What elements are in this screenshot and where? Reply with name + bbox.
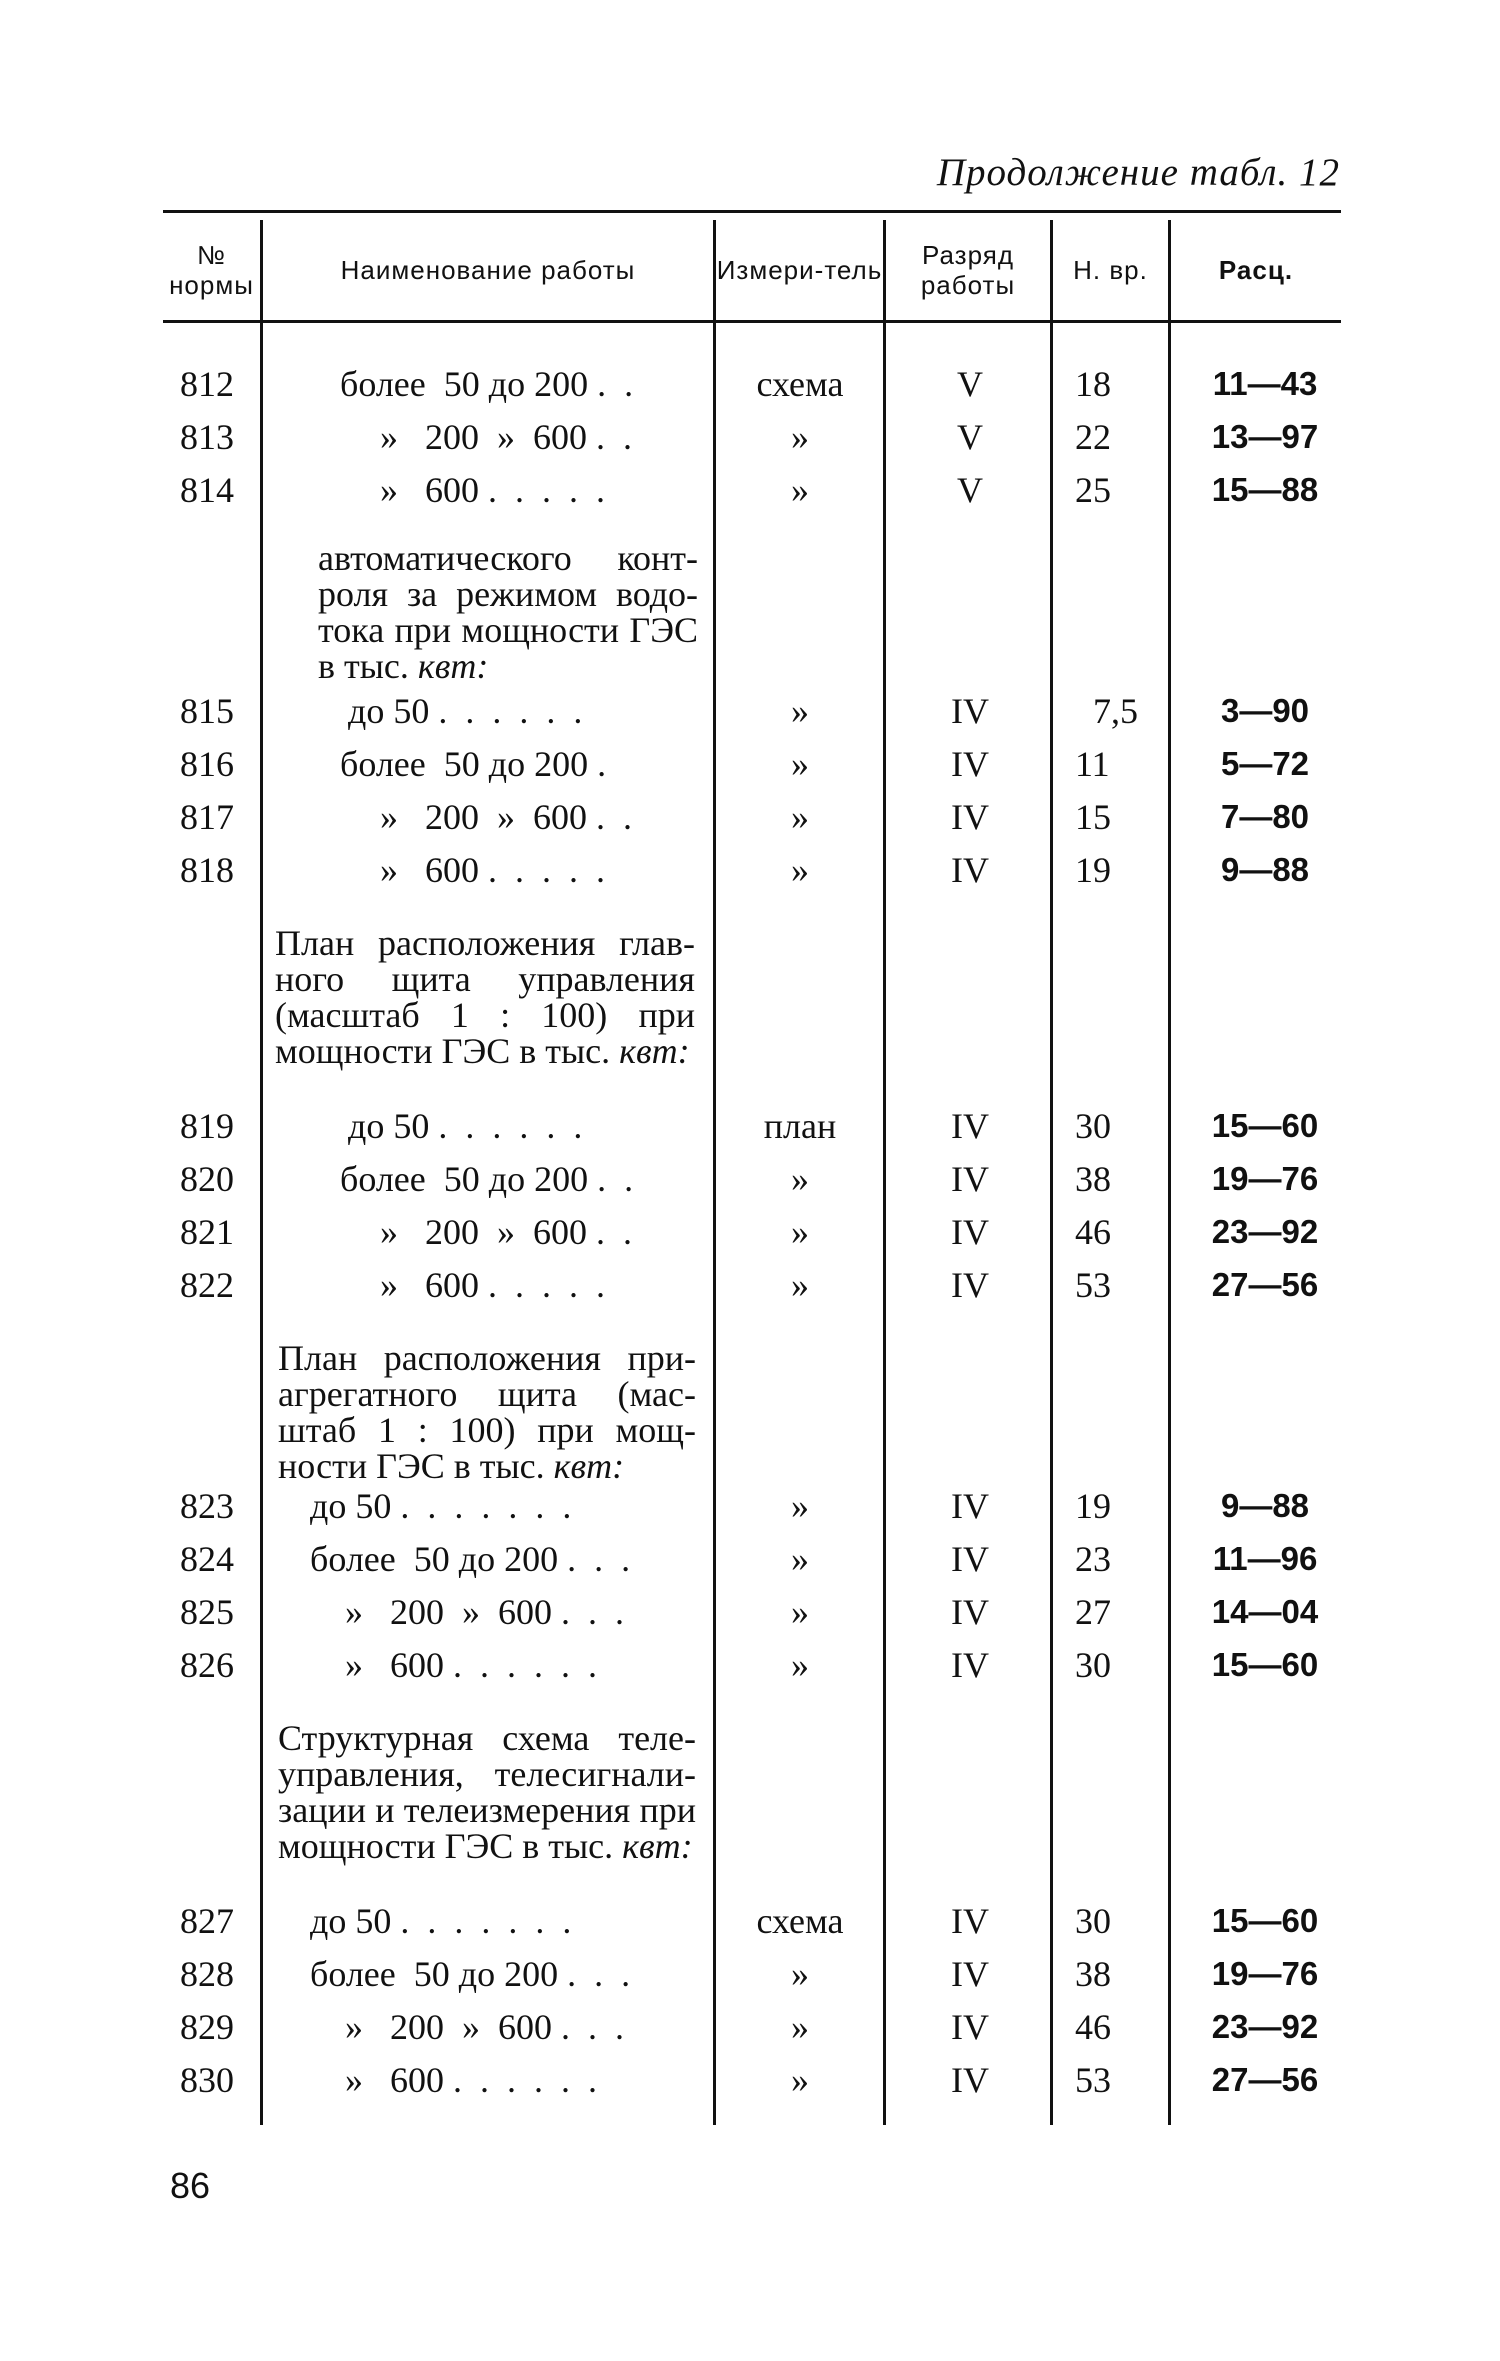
work-name: » 600 . . . . . bbox=[380, 470, 605, 510]
header-rate: Расц. bbox=[1218, 255, 1294, 285]
unit: » bbox=[791, 1954, 809, 1994]
rate: 3—90 bbox=[1220, 692, 1310, 729]
work-name: » 200 » 600 . . . bbox=[345, 2007, 624, 2047]
unit: схема bbox=[756, 1901, 844, 1941]
table-row bbox=[0, 2001, 1500, 2053]
table-row bbox=[0, 1480, 1500, 1532]
rate: 15—60 bbox=[1211, 1902, 1319, 1939]
work-name: до 50 . . . . . . . bbox=[310, 1486, 572, 1526]
group-heading bbox=[275, 925, 695, 1069]
norm-number: 825 bbox=[180, 1592, 234, 1632]
unit: схема bbox=[756, 364, 844, 404]
grade: IV bbox=[951, 1592, 989, 1632]
header-name: Наименование работы bbox=[340, 255, 636, 285]
norm-number: 823 bbox=[180, 1486, 234, 1526]
work-name: более 50 до 200 . . bbox=[340, 1159, 634, 1199]
unit: план bbox=[763, 1106, 837, 1146]
group-heading-unit: квт: bbox=[553, 1446, 625, 1486]
group-heading-text: План расположения при-агрегатного щита (мас-штаб 1 : 100) при мощ-ности ГЭС в тыс. bbox=[278, 1338, 696, 1486]
unit: » bbox=[791, 1645, 809, 1685]
work-name: до 50 . . . . . . bbox=[348, 1106, 583, 1146]
time-norm: 15 bbox=[1075, 797, 1111, 837]
table-header-rule bbox=[163, 320, 1341, 323]
grade: IV bbox=[951, 1159, 989, 1199]
rate: 19—76 bbox=[1211, 1160, 1319, 1197]
unit: » bbox=[791, 1265, 809, 1305]
norm-number: 818 bbox=[180, 850, 234, 890]
work-name: » 600 . . . . . . bbox=[345, 1645, 597, 1685]
norm-number: 829 bbox=[180, 2007, 234, 2047]
group-heading-unit: квт: bbox=[619, 1031, 690, 1071]
time-norm: 46 bbox=[1075, 2007, 1111, 2047]
table-row bbox=[0, 1533, 1500, 1585]
norm-number: 814 bbox=[180, 470, 234, 510]
table-top-rule bbox=[163, 210, 1341, 213]
page-number: 86 bbox=[170, 2165, 211, 2206]
header-grade: Разряд работы bbox=[920, 240, 1016, 300]
header-time: Н. вр. bbox=[1073, 255, 1148, 285]
work-name: более 50 до 200 . bbox=[340, 744, 607, 784]
table-row bbox=[0, 844, 1500, 896]
rate: 9—88 bbox=[1220, 851, 1310, 888]
norm-number: 822 bbox=[180, 1265, 234, 1305]
table-row bbox=[0, 1206, 1500, 1258]
unit: » bbox=[791, 470, 809, 510]
time-norm: 53 bbox=[1075, 1265, 1111, 1305]
unit: » bbox=[791, 1159, 809, 1199]
rate: 19—76 bbox=[1211, 1955, 1319, 1992]
norm-number: 824 bbox=[180, 1539, 234, 1579]
rate: 15—88 bbox=[1211, 471, 1319, 508]
grade: IV bbox=[951, 691, 989, 731]
group-heading bbox=[318, 540, 698, 684]
unit: » bbox=[791, 1212, 809, 1252]
grade: IV bbox=[951, 850, 989, 890]
group-heading-text: автоматического конт-роля за режимом водо-тока при мощности ГЭС в тыс. bbox=[318, 538, 698, 686]
grade: IV bbox=[951, 744, 989, 784]
rate: 5—72 bbox=[1220, 745, 1310, 782]
time-norm: 25 bbox=[1075, 470, 1111, 510]
group-heading-unit: квт: bbox=[417, 646, 489, 686]
table-row bbox=[0, 1948, 1500, 2000]
rate: 27—56 bbox=[1211, 2061, 1319, 2098]
rate: 9—88 bbox=[1220, 1487, 1310, 1524]
work-name: » 200 » 600 . . bbox=[380, 417, 632, 457]
norm-number: 816 bbox=[180, 744, 234, 784]
group-heading-unit: квт: bbox=[622, 1826, 693, 1866]
unit: » bbox=[791, 850, 809, 890]
work-name: » 200 » 600 . . bbox=[380, 797, 632, 837]
rate: 11—96 bbox=[1212, 1540, 1318, 1577]
work-name: до 50 . . . . . . bbox=[348, 691, 583, 731]
table-row bbox=[0, 738, 1500, 790]
time-norm: 18 bbox=[1075, 364, 1111, 404]
norm-number: 826 bbox=[180, 1645, 234, 1685]
time-norm: 22 bbox=[1075, 417, 1111, 457]
work-name: до 50 . . . . . . . bbox=[310, 1901, 572, 1941]
table-row bbox=[0, 1259, 1500, 1311]
work-name: более 50 до 200 . . bbox=[340, 364, 634, 404]
time-norm: 30 bbox=[1075, 1901, 1111, 1941]
norm-number: 817 bbox=[180, 797, 234, 837]
table-caption: Продолжение табл. 12 bbox=[936, 151, 1340, 194]
table-row bbox=[0, 2054, 1500, 2106]
table-row bbox=[0, 1895, 1500, 1947]
group-heading bbox=[278, 1340, 696, 1484]
rate: 14—04 bbox=[1211, 1593, 1319, 1630]
time-norm: 53 bbox=[1075, 2060, 1111, 2100]
time-norm: 27 bbox=[1075, 1592, 1111, 1632]
rate: 15—60 bbox=[1211, 1107, 1319, 1144]
grade: IV bbox=[951, 1645, 989, 1685]
norm-number: 812 bbox=[180, 364, 234, 404]
time-norm: 19 bbox=[1075, 850, 1111, 890]
table-row bbox=[0, 1586, 1500, 1638]
group-heading-text: Структурная схема теле-управления, телесигнали-зации и телеизмерения при мощности ГЭС в тыс. bbox=[278, 1718, 696, 1866]
time-norm: 38 bbox=[1075, 1159, 1111, 1199]
grade: IV bbox=[951, 1539, 989, 1579]
rate: 23—92 bbox=[1211, 2008, 1319, 2045]
work-name: » 200 » 600 . . bbox=[380, 1212, 632, 1252]
grade: V bbox=[957, 417, 983, 457]
rate: 15—60 bbox=[1211, 1646, 1319, 1683]
table-row bbox=[0, 791, 1500, 843]
grade: IV bbox=[951, 797, 989, 837]
grade: IV bbox=[951, 2007, 989, 2047]
table-row bbox=[0, 1153, 1500, 1205]
grade: IV bbox=[951, 1106, 989, 1146]
norm-number: 827 bbox=[180, 1901, 234, 1941]
unit: » bbox=[791, 797, 809, 837]
unit: » bbox=[791, 744, 809, 784]
time-norm: 7,5 bbox=[1093, 691, 1138, 731]
norm-number: 813 bbox=[180, 417, 234, 457]
unit: » bbox=[791, 691, 809, 731]
grade: V bbox=[957, 364, 983, 404]
work-name: » 600 . . . . . bbox=[380, 850, 605, 890]
group-heading-text: План расположения глав-ного щита управления (масштаб 1 : 100) при мощности ГЭС в тыс. bbox=[275, 923, 695, 1071]
rate: 13—97 bbox=[1211, 418, 1319, 455]
grade: IV bbox=[951, 2060, 989, 2100]
time-norm: 30 bbox=[1075, 1106, 1111, 1146]
table-row bbox=[0, 358, 1500, 410]
table-row bbox=[0, 464, 1500, 516]
unit: » bbox=[791, 1539, 809, 1579]
time-norm: 19 bbox=[1075, 1486, 1111, 1526]
work-name: » 600 . . . . . . bbox=[345, 2060, 597, 2100]
time-norm: 30 bbox=[1075, 1645, 1111, 1685]
work-name: » 600 . . . . . bbox=[380, 1265, 605, 1305]
norm-number: 830 bbox=[180, 2060, 234, 2100]
rate: 7—80 bbox=[1220, 798, 1310, 835]
rate: 23—92 bbox=[1211, 1213, 1319, 1250]
unit: » bbox=[791, 1592, 809, 1632]
table-row bbox=[0, 685, 1500, 737]
header-no: № нормы bbox=[169, 240, 254, 300]
header-unit: Измери-тель bbox=[716, 255, 883, 285]
time-norm: 11 bbox=[1075, 744, 1110, 784]
time-norm: 46 bbox=[1075, 1212, 1111, 1252]
norm-number: 828 bbox=[180, 1954, 234, 1994]
time-norm: 38 bbox=[1075, 1954, 1111, 1994]
norm-number: 820 bbox=[180, 1159, 234, 1199]
grade: IV bbox=[951, 1486, 989, 1526]
work-name: более 50 до 200 . . . bbox=[310, 1954, 631, 1994]
rate: 11—43 bbox=[1212, 365, 1318, 402]
unit: » bbox=[791, 2060, 809, 2100]
grade: IV bbox=[951, 1901, 989, 1941]
unit: » bbox=[791, 2007, 809, 2047]
table-row bbox=[0, 411, 1500, 463]
work-name: » 200 » 600 . . . bbox=[345, 1592, 624, 1632]
grade: IV bbox=[951, 1265, 989, 1305]
grade: IV bbox=[951, 1212, 989, 1252]
norm-number: 821 bbox=[180, 1212, 234, 1252]
table-row bbox=[0, 1639, 1500, 1691]
work-name: более 50 до 200 . . . bbox=[310, 1539, 631, 1579]
group-heading bbox=[278, 1720, 696, 1864]
norm-number: 815 bbox=[180, 691, 234, 731]
grade: IV bbox=[951, 1954, 989, 1994]
unit: » bbox=[791, 1486, 809, 1526]
rate: 27—56 bbox=[1211, 1266, 1319, 1303]
grade: V bbox=[957, 470, 983, 510]
table-row bbox=[0, 1100, 1500, 1152]
unit: » bbox=[791, 417, 809, 457]
time-norm: 23 bbox=[1075, 1539, 1111, 1579]
norm-number: 819 bbox=[180, 1106, 234, 1146]
